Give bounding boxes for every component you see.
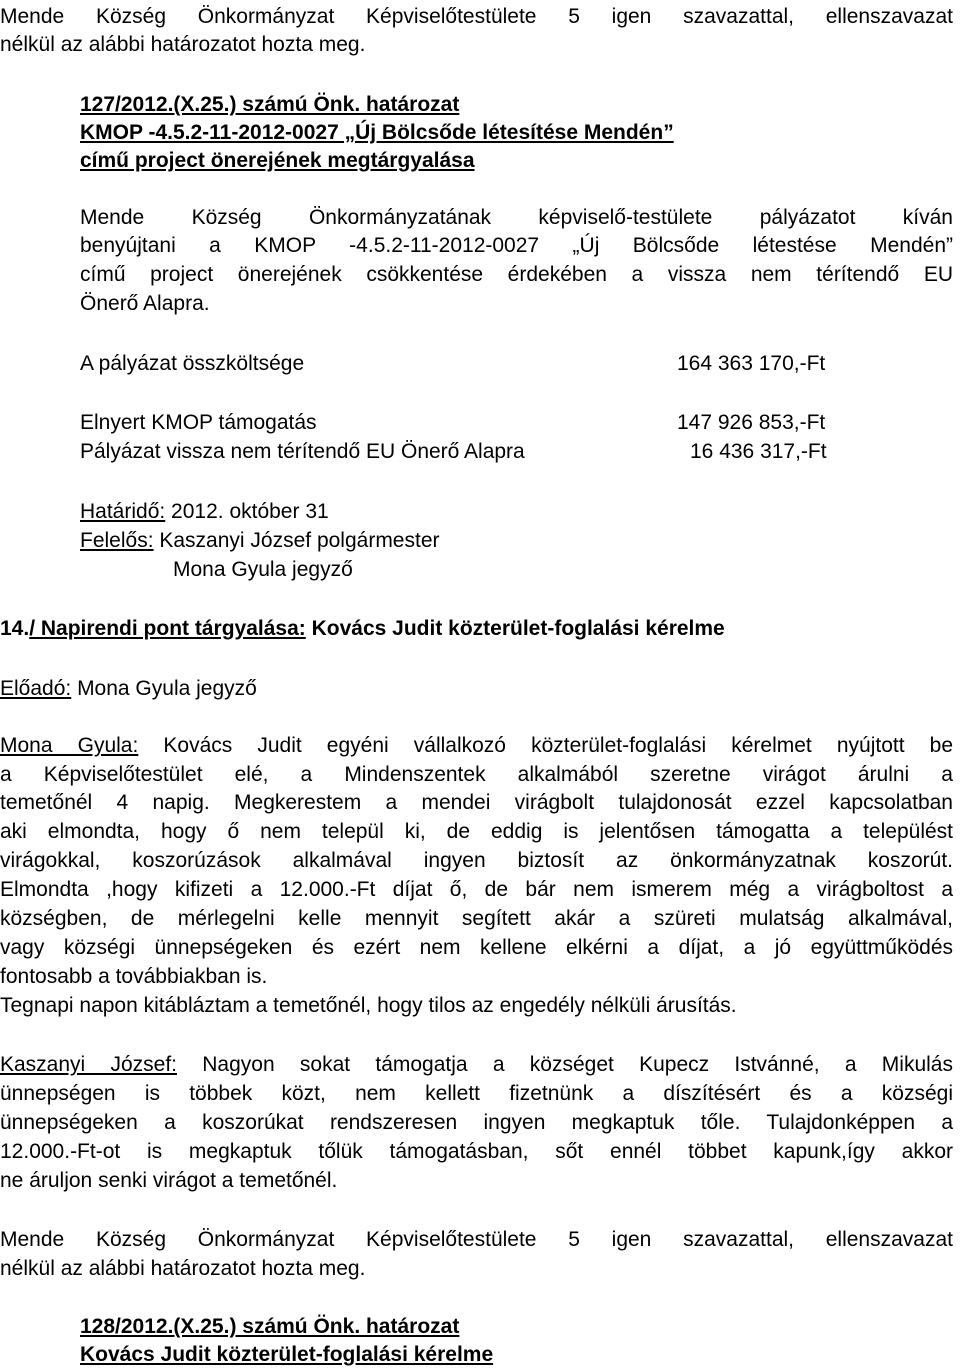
cost-label: A pályázat összköltsége: [80, 352, 305, 375]
agenda-label: / Napirendi pont tárgyalása:: [29, 617, 306, 640]
deadline-line: [80, 499, 329, 525]
deadline-value: 2012. október 31: [165, 500, 329, 523]
speech-line: ünnepségen is többek közt, nem kellett fizetnünk a díszítésért és a községi: [0, 1082, 953, 1105]
speech-line: községben, de mérlegelni kelle mennyit segített akár a szüreti mulatság alkalmával,: [0, 907, 953, 930]
agenda-heading: [0, 616, 725, 642]
resolution-title: 128/2012.(X.25.) számú Önk. határozat: [80, 1315, 460, 1338]
agenda-number: 14.: [0, 617, 30, 640]
speech-text: Kovács Judit egyéni vállalkozó közterület-foglalási kérelmet nyújtott be: [138, 734, 953, 757]
resolution-title: 127/2012.(X.25.) számú Önk. határozat: [80, 93, 460, 116]
resolution-subject-line1: KMOP -4.5.2-11-2012-0027 „Új Bölcsőde létesítése Mendén”: [80, 121, 674, 144]
speech-line: a Képviselőtestület elé, a Mindenszentek alkalmából szeretne virágot árulni a: [0, 763, 953, 786]
vote-intro-line1: Mende Község Önkormányzat Képviselőtestülete 5 igen szavazattal, ellenszavazat: [0, 5, 953, 28]
speech-line: Elmondta ,hogy kifizeti a 12.000.-Ft díjat ő, de bár nem ismerem még a virágboltost a: [0, 878, 953, 901]
cost-label: Elnyert KMOP támogatás: [80, 411, 317, 434]
presenter-line: [0, 676, 257, 702]
resolution-body-line: Mende Község Önkormányzatának képviselő-testülete pályázatot kíván: [80, 206, 953, 229]
speech-line: [0, 1052, 953, 1078]
speech-line: [0, 733, 953, 759]
speech-line: virágokkal, koszorúzások alkalmával ingyen biztosít az önkormányzatnak koszorút.: [0, 849, 953, 872]
responsible-label: Felelős:: [80, 529, 154, 552]
speech-line: ne áruljon senki virágot a temetőnél.: [0, 1169, 338, 1192]
cost-label: Pályázat vissza nem térítendő EU Önerő Alapra: [80, 440, 525, 463]
resolution-body-line: című project önerejének csökkentése érdekében a vissza nem térítendő EU: [80, 263, 953, 286]
vote-intro-line2: nélkül az alábbi határozatot hozta meg.: [0, 1257, 366, 1280]
speaker-name: Mona Gyula:: [0, 734, 139, 757]
agenda-title: Kovács Judit közterület-foglalási kérelme: [305, 617, 725, 640]
responsible-line: [80, 528, 440, 554]
cost-amount: 147 926 853,-Ft: [677, 411, 826, 434]
responsible-value-2: Mona Gyula jegyző: [173, 558, 353, 581]
speaker-name: Kaszanyi József:: [0, 1053, 177, 1076]
speech-line: vagy községi ünnepségeken és ezért nem kellene elkérni a díjat, a jó együttműködés: [0, 936, 953, 959]
speech-line: aki elmondta, hogy ő nem települ ki, de eddig is jelentősen támogatta a települést: [0, 820, 953, 843]
cost-amount: 164 363 170,-Ft: [677, 352, 826, 375]
resolution-subject-line2: című project önerejének megtárgyalása: [80, 149, 475, 172]
speech-line: Tegnapi napon kitábláztam a temetőnél, hogy tilos az engedély nélküli árusítás.: [0, 994, 737, 1017]
vote-intro-line1: Mende Község Önkormányzat Képviselőtestülete 5 igen szavazattal, ellenszavazat: [0, 1228, 953, 1251]
deadline-label: Határidő:: [80, 500, 166, 523]
responsible-value: Kaszanyi József polgármester: [153, 529, 440, 552]
presenter-value: Mona Gyula jegyző: [71, 677, 257, 700]
resolution-subject: Kovács Judit közterület-foglalási kérelme: [80, 1343, 494, 1366]
cost-amount: 16 436 317,-Ft: [690, 440, 827, 463]
resolution-body-line: benyújtani a KMOP -4.5.2-11-2012-0027 „Új Bölcsőde létestése Mendén”: [80, 234, 953, 257]
resolution-body-line: Önerő Alapra.: [80, 292, 210, 315]
speech-line: fontosabb a továbbiakban is.: [0, 965, 268, 988]
speech-line: 12.000.-Ft-ot is megkaptuk tőlük támogatásban, sőt ennél többet kapunk,így akkor: [0, 1140, 953, 1163]
vote-intro-line2: nélkül az alábbi határozatot hozta meg.: [0, 33, 366, 56]
speech-line: temetőnél 4 napig. Megkerestem a mendei virágbolt tulajdonosát ezzel kapcsolatban: [0, 791, 953, 814]
presenter-label: Előadó:: [0, 677, 72, 700]
speech-text: Nagyon sokat támogatja a községet Kupecz Istvánné, a Mikulás: [177, 1053, 953, 1076]
speech-line: ünnepségeken a koszorúkat rendszeresen ingyen megkaptuk tőle. Tulajdonképpen a: [0, 1111, 953, 1134]
cost-row-total: [80, 351, 675, 377]
